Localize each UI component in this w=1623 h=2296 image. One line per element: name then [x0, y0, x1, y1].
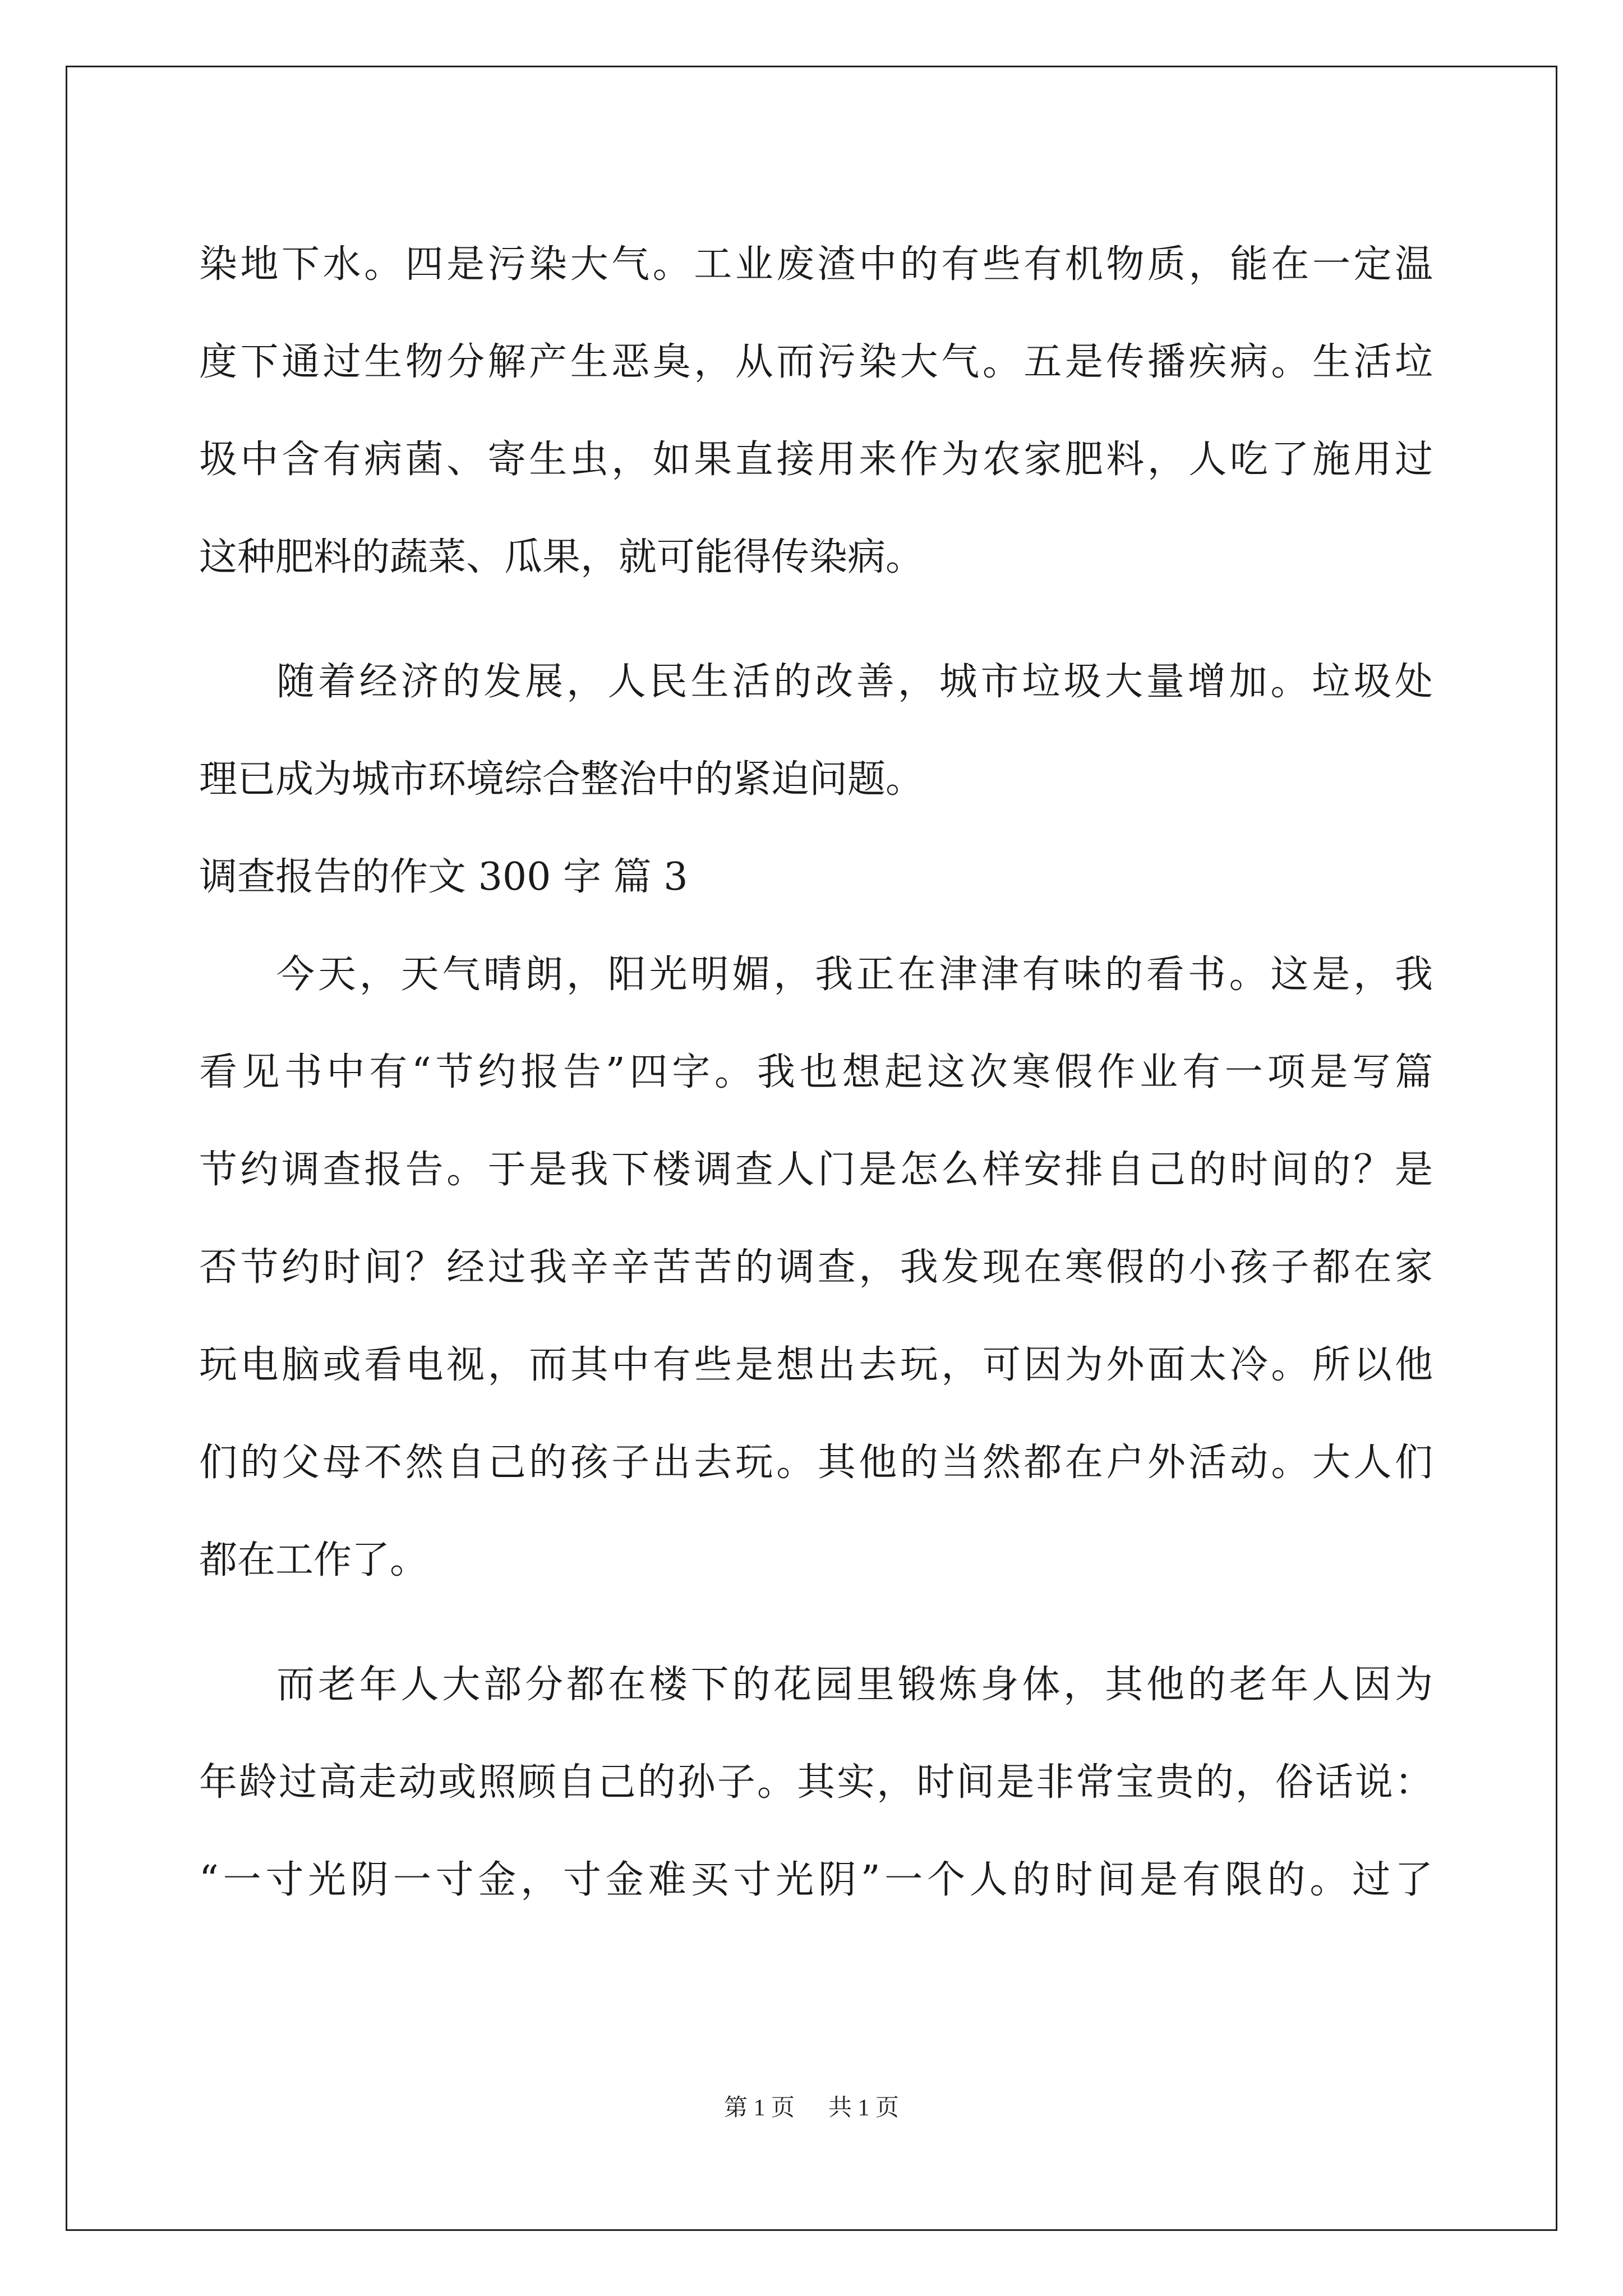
paragraph-line: 看见书中有“节约报告”四字。我也想起这次寒假作业有一项是写篇	[199, 1050, 1433, 1094]
paragraph-line: 染地下水。四是污染大气。工业废渣中的有些有机物质，能在一定温	[199, 242, 1433, 287]
page-number: 第 1 页	[723, 2095, 795, 2121]
paragraph-line: 都在工作了。	[199, 1538, 428, 1582]
paragraph-line: “一寸光阴一寸金，寸金难买寸光阴”一个人的时间是有限的。过了	[199, 1858, 1433, 1902]
paragraph-line: 这种肥料的蔬菜、瓜果，就可能得传染病。	[199, 535, 924, 579]
paragraph-1	[199, 216, 1433, 606]
paragraph-line: 玩电脑或看电视，而其中有些是想出去玩，可因为外面太冷。所以他	[199, 1343, 1433, 1387]
paragraph-line: 今天，天气晴朗，阳光明媚，我正在津津有味的看书。这是，我	[276, 953, 1433, 997]
paragraph-3	[199, 926, 1433, 1609]
page-footer	[0, 2089, 1623, 2123]
paragraph-line: 度下通过生物分解产生恶臭，从而污染大气。五是传播疾病。生活垃	[199, 340, 1433, 384]
paragraph-line: 节约调查报告。于是我下楼调查人门是怎么样安排自己的时间的？是	[199, 1148, 1433, 1192]
paragraph-line: 理已成为城市环境综合整治中的紧迫问题。	[199, 757, 924, 802]
section-heading: 调查报告的作文 300 字 篇 3	[199, 855, 688, 899]
paragraph-line: 年龄过高走动或照顾自己的孙子。其实，时间是非常宝贵的，俗话说：	[199, 1760, 1433, 1805]
paragraph-line: 而老年人大部分都在楼下的花园里锻炼身体，其他的老年人因为	[276, 1663, 1433, 1707]
document-body	[199, 216, 1433, 1929]
paragraph-4	[199, 1636, 1433, 1929]
paragraph-line: 否节约时间？经过我辛辛苦苦的调查，我发现在寒假的小孩子都在家	[199, 1245, 1433, 1290]
page-total: 共 1 页	[828, 2095, 900, 2121]
paragraph-line: 随着经济的发展，人民生活的改善，城市垃圾大量增加。垃圾处	[276, 660, 1433, 704]
paragraph-line: 们的父母不然自己的孩子出去玩。其他的当然都在户外活动。大人们	[199, 1441, 1433, 1485]
paragraph-line: 圾中含有病菌、寄生虫，如果直接用来作为农家肥料，人吃了施用过	[199, 438, 1433, 482]
paragraph-2	[199, 633, 1433, 829]
